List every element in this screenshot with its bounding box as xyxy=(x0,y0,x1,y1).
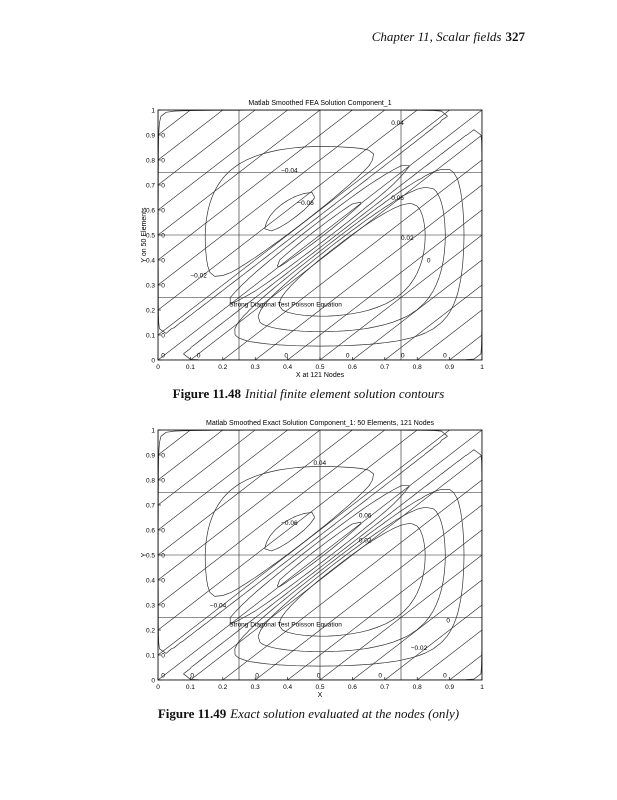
contour-value-label: 0 xyxy=(161,207,165,215)
y-tick-label: 0.9 xyxy=(145,132,155,140)
contour-value-label: 0 xyxy=(161,577,165,585)
contour-value-label: 0 xyxy=(196,352,201,360)
y-tick-label: 0.8 xyxy=(145,157,155,165)
chart-annotation: Strong Diagonal Test Poisson Equation xyxy=(229,621,342,629)
page-number: 327 xyxy=(505,29,525,44)
contour-value-label: 0 xyxy=(378,672,382,680)
caption-text: Initial finite element solution contours xyxy=(245,386,445,401)
x-axis-label: X at 121 Nodes xyxy=(295,372,345,379)
contour-value-label: 0 xyxy=(161,132,165,140)
chart-annotation: Strong Diagonal Test Poisson Equation xyxy=(229,301,342,309)
contour-value-label: 0.06 xyxy=(358,512,372,520)
x-tick-label: 1 xyxy=(480,364,484,371)
x-tick-label: 0.6 xyxy=(347,364,357,371)
x-tick-label: 0.8 xyxy=(412,364,422,371)
contour-value-label: 0 xyxy=(284,352,288,360)
x-tick-label: 0.9 xyxy=(445,364,455,371)
contour-value-label: −0.06 xyxy=(281,520,298,527)
y-tick-label: 0.4 xyxy=(145,577,155,585)
contour-value-label: −0.04 xyxy=(281,167,298,175)
y-tick-label: 0.6 xyxy=(145,527,155,535)
contour-value-label: 0 xyxy=(161,352,165,360)
y-tick-label: 0.5 xyxy=(145,552,155,560)
y-tick-label: 0.3 xyxy=(145,602,155,610)
figure-11-48 xyxy=(0,90,617,390)
x-tick-label: 0.1 xyxy=(185,684,195,691)
contour-value-label: 0.02 xyxy=(358,537,372,545)
x-tick-label: 0.7 xyxy=(380,364,390,371)
x-axis-label: X xyxy=(317,692,323,699)
contour-value-label: 0 xyxy=(161,157,165,165)
contour-value-label: 0 xyxy=(316,672,321,680)
contour-value-label: −0.02 xyxy=(410,645,428,652)
contour-value-label: 0 xyxy=(161,552,165,560)
contour-line xyxy=(205,147,464,347)
contour-line xyxy=(277,522,361,587)
chapter-title: Chapter 11, Scalar fields xyxy=(371,29,502,44)
y-tick-label: 0.5 xyxy=(145,232,155,240)
figure-number: Figure 11.48 xyxy=(172,386,242,401)
x-tick-label: 0.6 xyxy=(347,684,357,691)
contour-value-label: 0 xyxy=(161,602,165,610)
contour-line xyxy=(277,202,361,267)
contour-value-label: 0 xyxy=(255,672,259,680)
y-tick-label: 0 xyxy=(151,357,155,365)
y-axis-label: Y on 50 Elements xyxy=(141,207,148,263)
contour-value-label: 0 xyxy=(161,182,165,190)
contour-value-label: 0.02 xyxy=(401,235,414,242)
y-tick-label: 0.2 xyxy=(145,627,155,635)
x-tick-label: 0 xyxy=(156,684,160,691)
y-tick-label: 0.6 xyxy=(145,207,155,215)
x-tick-label: 0.9 xyxy=(445,684,455,691)
running-header xyxy=(372,29,525,45)
x-tick-label: 0.1 xyxy=(185,364,195,371)
y-tick-label: 1 xyxy=(151,427,155,435)
contour-value-label: 0 xyxy=(161,232,165,240)
contour-value-label: 0 xyxy=(161,452,165,460)
figure-number: Figure 11.49 xyxy=(157,706,227,721)
contour-value-label: 0 xyxy=(161,652,165,660)
contour-value-label: 0 xyxy=(161,257,165,265)
contour-value-label: 0 xyxy=(443,672,447,680)
figure-11-49 xyxy=(0,410,617,710)
x-tick-label: 0.4 xyxy=(283,684,293,691)
contour-value-label: 0 xyxy=(401,352,405,360)
contour-value-label: 0 xyxy=(190,672,195,680)
contour-value-label: 0 xyxy=(161,332,165,340)
contour-line xyxy=(258,507,445,652)
contour-line xyxy=(205,467,464,667)
x-tick-label: 0.2 xyxy=(218,364,228,371)
contour-value-label: −0.02 xyxy=(190,272,207,280)
contour-value-label: 0 xyxy=(446,617,450,625)
contour-value-label: 0 xyxy=(426,257,431,265)
x-tick-label: 0.8 xyxy=(412,684,422,691)
contour-line xyxy=(279,203,425,316)
y-tick-label: 0.9 xyxy=(145,452,155,460)
chart-title: Matlab Smoothed FEA Solution Component_1 xyxy=(248,100,392,107)
x-tick-label: 0.4 xyxy=(283,364,293,371)
x-tick-label: 0.7 xyxy=(380,684,390,691)
contour-line xyxy=(258,187,445,332)
contour-value-label: 0 xyxy=(161,282,165,290)
x-tick-label: 0.5 xyxy=(315,684,325,691)
y-tick-label: 0 xyxy=(151,677,155,685)
contour-value-label: 0.04 xyxy=(313,460,327,467)
contour-line xyxy=(279,523,425,636)
y-tick-label: 0.8 xyxy=(145,477,155,485)
y-tick-label: 0.1 xyxy=(145,652,155,660)
y-tick-label: 0.7 xyxy=(145,502,155,510)
contour-value-label: 0.06 xyxy=(391,195,404,202)
y-tick-label: 0.7 xyxy=(145,182,155,190)
x-tick-label: 0.5 xyxy=(315,364,325,371)
y-tick-label: 1 xyxy=(151,107,155,115)
contour-value-label: 0 xyxy=(345,352,350,360)
caption-text: Exact solution evaluated at the nodes (only) xyxy=(230,706,460,721)
contour-plot-fea xyxy=(0,90,617,390)
x-tick-label: 0.2 xyxy=(218,684,228,691)
contour-value-label: 0 xyxy=(443,352,447,360)
x-tick-label: 0.3 xyxy=(250,364,260,371)
y-axis-label: Y xyxy=(141,552,148,558)
figure-11-49-caption xyxy=(0,706,617,722)
x-tick-label: 1 xyxy=(480,684,484,691)
contour-value-label: −0.06 xyxy=(297,200,314,207)
contour-value-label: 0 xyxy=(161,672,165,680)
y-tick-label: 0.4 xyxy=(145,257,155,265)
x-tick-label: 0 xyxy=(156,364,160,371)
contour-value-label: 0.04 xyxy=(391,120,404,127)
y-tick-label: 0.2 xyxy=(145,307,155,315)
x-tick-label: 0.3 xyxy=(250,684,260,691)
figure-11-48-caption xyxy=(0,386,617,402)
chart-title: Matlab Smoothed Exact Solution Component_1: 50 Elements, 121 Nodes xyxy=(205,420,435,427)
contour-plot-exact xyxy=(0,410,617,710)
y-tick-label: 0.1 xyxy=(145,332,155,340)
contour-value-label: −0.04 xyxy=(209,602,227,610)
contour-value-label: 0 xyxy=(161,477,165,485)
contour-value-label: 0 xyxy=(161,527,165,535)
y-tick-label: 0.3 xyxy=(145,282,155,290)
